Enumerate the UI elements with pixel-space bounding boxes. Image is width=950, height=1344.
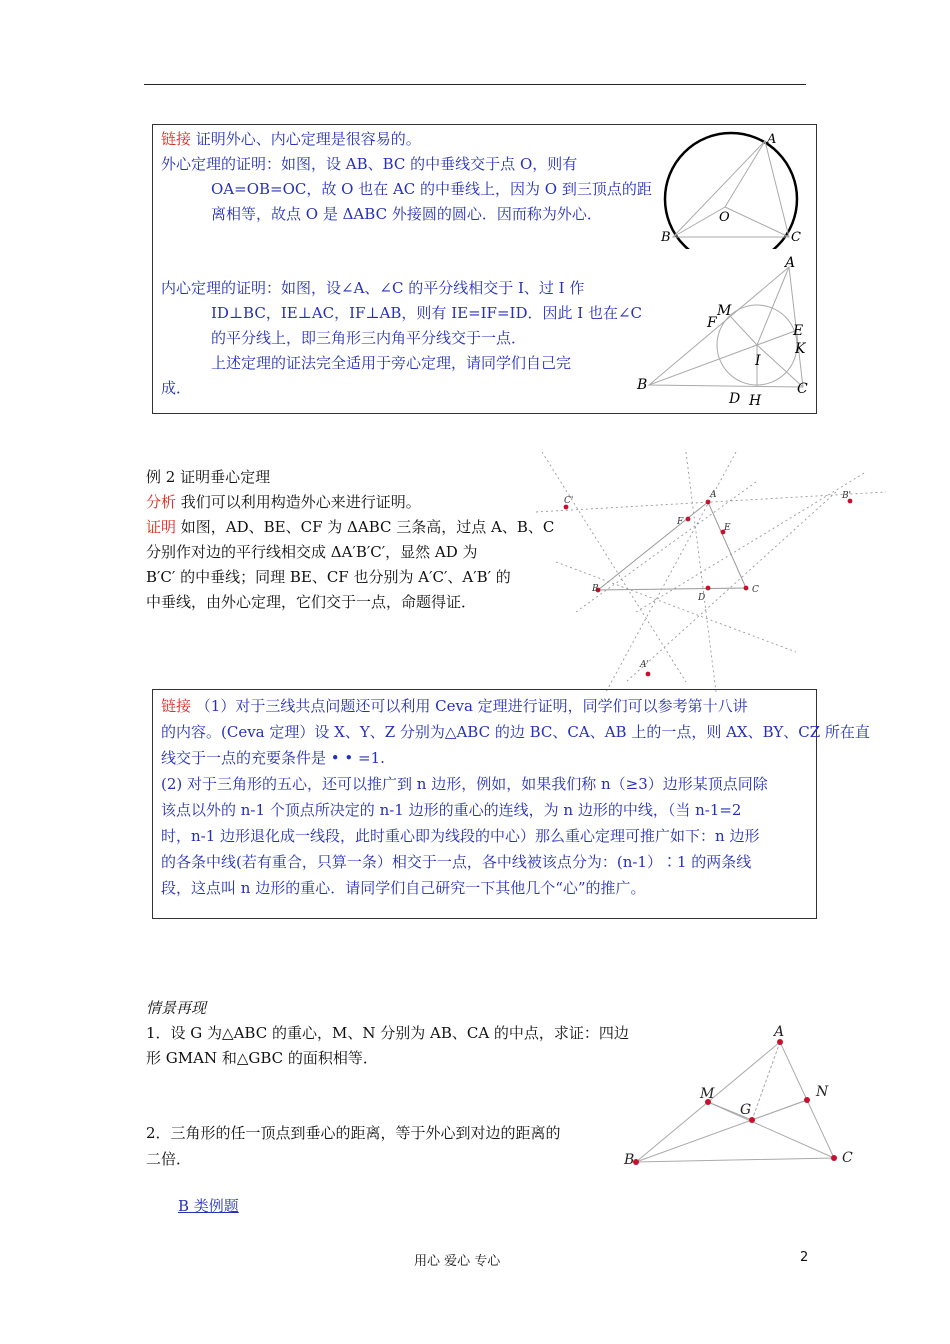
paragraph-line: 线交于一点的充要条件是 • • =1. — [161, 749, 385, 767]
paragraph-line: 外心定理的证明：如图，设 AB、BC 的中垂线交于点 O，则有 — [161, 155, 578, 173]
paragraph-line: 的各条中线(若有重合，只算一条）相交于一点，各中线被该点分为：(n-1）∶1 的两条线 — [161, 853, 752, 871]
label-b: B — [592, 584, 599, 594]
label-b-prime: B' — [842, 491, 852, 501]
incenter-figure — [633, 255, 813, 410]
link-text: （1）对于三线共点问题还可以利用 Ceva 定理进行证明，同学们可以参考第十八讲 — [195, 697, 748, 715]
analysis-text: 我们可以利用构造外心来进行证明。 — [180, 493, 421, 511]
b-examples-link[interactable]: B 类例题 — [178, 1197, 239, 1215]
link-label: 链接 — [161, 130, 192, 148]
analysis-label: 分析 — [146, 493, 177, 511]
paragraph-line: OA=OB=OC，故 O 也在 AC 的中垂线上，因为 O 到三顶点的距 — [211, 180, 652, 198]
label-c: C — [791, 230, 801, 245]
label-a: A — [767, 132, 777, 147]
label-o: O — [719, 210, 730, 225]
paragraph-line: 的内容。(Ceva 定理）设 X、Y、Z 分别为△ABC 的边 BC、CA、AB 上的一点，则 AX、BY、CZ 所在直 — [161, 723, 870, 741]
label-c: C — [752, 585, 759, 595]
label-m: M — [700, 1086, 715, 1102]
label-f: F — [677, 517, 684, 527]
label-g: G — [740, 1102, 752, 1118]
paragraph-line: (2) 对于三角形的五心，还可以推广到 n 边形，例如，如果我们称 n（≥3）边形某顶点同除 — [161, 775, 768, 793]
label-e: E — [793, 323, 804, 339]
example-title: 例 2 证明垂心定理 — [146, 468, 271, 486]
label-k: K — [795, 341, 806, 357]
question-1: 1．设 G 为△ABC 的重心，M、N 分别为 AB、CA 的中点，求证：四边 — [146, 1024, 629, 1042]
paragraph-line: ID⊥BC，IE⊥AC，IF⊥AB，则有 IE=IF=ID．因此 I 也在∠C — [211, 304, 642, 322]
paragraph-line: 上述定理的证法完全适用于旁心定理，请同学们自己完 — [211, 354, 572, 372]
triangle — [636, 1042, 834, 1162]
page-number: 2 — [800, 1250, 809, 1265]
label-a: A — [774, 1024, 785, 1040]
label-c: C — [797, 381, 808, 397]
question-1-cont: 形 GMAN 和△GBC 的面积相等． — [146, 1049, 378, 1067]
orthocenter-figure — [536, 452, 896, 692]
label-d: D — [729, 391, 741, 407]
link-box-2 — [152, 689, 870, 919]
label-f: F — [707, 315, 717, 331]
paragraph-line: 内心定理的证明：如图，设∠A、∠C 的平分线相交于 I、过 I 作 — [161, 279, 585, 297]
paragraph-line: 成． — [161, 379, 192, 397]
label-b: B — [661, 230, 671, 245]
label-n: N — [816, 1084, 829, 1100]
link-text: 证明外心、内心定理是很容易的。 — [195, 130, 421, 148]
section-title: 情景再现 — [146, 999, 207, 1017]
question-2-cont: 二倍． — [146, 1150, 192, 1168]
paragraph-line: 的平分线上，即三角形三内角平分线交于一点． — [211, 329, 527, 347]
label-h: H — [749, 393, 762, 409]
proof-line: 中垂线，由外心定理，它们交于一点，命题得证． — [146, 593, 477, 611]
label-b: B — [624, 1152, 635, 1168]
centroid-figure — [620, 1022, 860, 1172]
link-box-1 — [152, 124, 817, 414]
paragraph-line: 时，n-1 边形退化成一线段，此时重心即为线段的中心）那么重心定理可推广如下：n 边形 — [161, 827, 760, 845]
triangle — [598, 502, 746, 590]
label-e: E — [724, 523, 731, 533]
label-c-prime: C' — [564, 496, 574, 506]
proof-text: 如图，AD、BE、CF 为 ΔABC 三条高，过点 A、B、C — [180, 518, 555, 536]
paragraph-line: 该点以外的 n-1 个顶点所决定的 n-1 边形的重心的连线，为 n 边形的中线，（当 n-1=2 — [161, 801, 742, 819]
label-a: A — [785, 255, 796, 271]
label-b: B — [637, 377, 648, 393]
label-c: C — [842, 1150, 853, 1166]
header-rule — [144, 84, 806, 85]
label-i: I — [755, 353, 761, 369]
triangle — [673, 141, 789, 237]
footer-text: 用心 爱心 专心 — [414, 1254, 501, 1269]
triangle — [649, 267, 803, 387]
label-m: M — [717, 303, 732, 319]
label-a-prime: A' — [640, 660, 649, 670]
label-d: D — [698, 593, 706, 603]
paragraph-line: 离相等，故点 O 是 ΔABC 外接圆的圆心．因而称为外心． — [211, 205, 602, 223]
question-2: 2．三角形的任一顶点到垂心的距离，等于外心到对边的距离的 — [146, 1124, 561, 1142]
proof-line: 分别作对边的平行线相交成 ΔA′B′C′，显然 AD 为 — [146, 543, 478, 561]
label-a: A — [710, 490, 717, 500]
paragraph-line: 段，这点叫 n 边形的重心．请同学们自己研究一下其他几个“心”的推广。 — [161, 879, 646, 897]
proof-line: B′C′ 的中垂线；同理 BE、CF 也分别为 A′C′、A′B′ 的 — [146, 568, 511, 586]
proof-label: 证明 — [146, 518, 177, 536]
link-label: 链接 — [161, 697, 192, 715]
circumcenter-figure — [653, 131, 803, 249]
